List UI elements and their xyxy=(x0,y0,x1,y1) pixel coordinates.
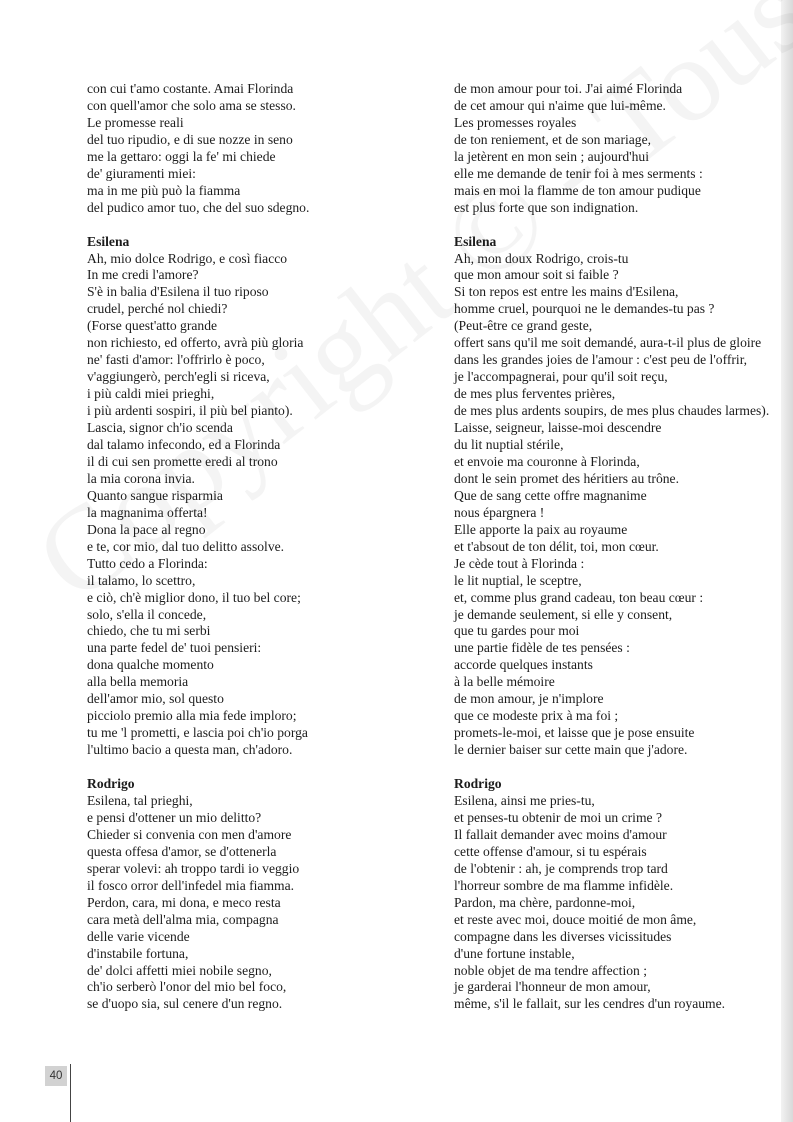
italian-speaker-name: Esilena xyxy=(87,233,130,249)
french-verse-line: la jetèrent en mon sein ; aujourd'hui xyxy=(454,148,649,164)
stanza-gap xyxy=(87,759,407,776)
french-verse-line: de mes plus ardents soupirs, de mes plus chaudes larmes). xyxy=(454,403,770,419)
french-verse-line: est plus forte que son indignation. xyxy=(454,199,639,215)
french-verse-line: dont le sein promet des héritiers au trône. xyxy=(454,470,679,486)
italian-verse-line: la mia corona invia. xyxy=(87,470,195,486)
french-verse-line: noble objet de ma tendre affection ; xyxy=(454,962,648,978)
italian-verse-line: v'aggiungerò, perch'egli si riceva, xyxy=(87,369,270,385)
italian-verse-line: Esilena, tal prieghi, xyxy=(87,793,193,808)
italian-verse-line: ma in me più può la fiamma xyxy=(87,182,241,198)
italian-verse-line: una parte fedel de' tuoi pensieri: xyxy=(87,640,262,656)
french-verse-line: compagne dans les diverses vicissitudes xyxy=(454,928,672,944)
italian-verse-line: Ah, mio dolce Rodrigo, e così fiacco xyxy=(87,250,288,266)
italian-verse-line: ch'io serberò l'onor del mio bel foco, xyxy=(87,979,287,995)
french-verse-line: le dernier baiser sur cette main que j'adore. xyxy=(454,742,688,758)
italian-verse-line: tu me 'l prometti, e lascia poi ch'io porga xyxy=(87,725,308,741)
french-verse-line: et t'absout de ton délit, toi, mon cœur. xyxy=(454,538,659,554)
french-verse-line: et envoie ma couronne à Florinda, xyxy=(454,453,640,469)
french-verse-line: cette offense d'amour, si tu espérais xyxy=(454,843,647,859)
italian-verse-line: S'è in balia d'Esilena il tuo riposo xyxy=(87,284,269,300)
french-verse-line: que tu gardes pour moi xyxy=(454,623,580,639)
french-verse-line: dans les grandes joies de l'amour : c'est peu de l'offrir, xyxy=(454,352,748,368)
french-verse-line: même, s'il le fallait, sur les cendres d'un royaume. xyxy=(454,996,726,1012)
french-verse-line: je garderai l'honneur de mon amour, xyxy=(454,979,651,995)
italian-verse-line: Le promesse reali xyxy=(87,114,184,130)
french-text-column xyxy=(454,81,779,1013)
french-verse-line: que mon amour soit si faible ? xyxy=(454,267,619,283)
french-verse-line: de l'obtenir : ah, je comprends trop tard xyxy=(454,860,668,876)
french-verse-line: Pardon, ma chère, pardonne-moi, xyxy=(454,894,636,910)
italian-verse-line: me la gettaro: oggi la fe' mi chiede xyxy=(87,148,276,164)
french-speaker-name: Rodrigo xyxy=(454,776,502,792)
italian-verse-line: il talamo, lo scettro, xyxy=(87,572,196,588)
french-verse-line: Esilena, ainsi me pries-tu, xyxy=(454,793,595,808)
french-verse-line: que ce modeste prix à ma foi ; xyxy=(454,708,619,724)
french-verse-line: Si ton repos est entre les mains d'Esilena, xyxy=(454,284,679,300)
italian-verse-line: dell'amor mio, sol questo xyxy=(87,691,224,707)
page-edge-shadow xyxy=(781,0,793,1122)
italian-verse-line: Dona la pace al regno xyxy=(87,521,206,537)
italian-verse-line: dal talamo infecondo, ed a Florinda xyxy=(87,437,281,452)
italian-verse-line: non richiesto, ed offerto, avrà più gloria xyxy=(87,335,304,351)
margin-rule xyxy=(70,1064,71,1122)
french-verse-line: Elle apporte la paix au royaume xyxy=(454,521,628,537)
italian-verse-line: il fosco orror dell'infedel mia fiamma. xyxy=(87,877,295,893)
italian-verse-line: picciolo premio alla mia fede imploro; xyxy=(87,708,297,724)
french-verse-line: nous épargnera ! xyxy=(454,504,545,520)
italian-verse-line: alla bella memoria xyxy=(87,674,189,690)
french-verse-line: de mon amour pour toi. J'ai aimé Florinda xyxy=(454,81,683,96)
stanza-gap xyxy=(454,759,779,776)
italian-verse-line: sperar volevi: ah troppo tardi io veggio xyxy=(87,860,300,876)
french-verse-line: à la belle mémoire xyxy=(454,674,555,690)
italian-verse-line: d'instabile fortuna, xyxy=(87,945,189,961)
french-verse-line: mais en moi la flamme de ton amour pudique xyxy=(454,182,701,198)
french-verse-line: et, comme plus grand cadeau, ton beau cœur : xyxy=(454,589,704,605)
french-verse-line: Il fallait demander avec moins d'amour xyxy=(454,826,667,842)
italian-verse-line: i più caldi miei prieghi, xyxy=(87,386,215,402)
french-verse-line: Laisse, seigneur, laisse-moi descendre xyxy=(454,420,662,436)
french-verse-line: offert sans qu'il me soit demandé, aura-t-il plus de gloire xyxy=(454,335,762,351)
french-verse-line: je l'accompagnerai, pour qu'il soit reçu, xyxy=(454,369,668,385)
stanza-gap xyxy=(454,217,779,234)
italian-verse-line: de' dolci affetti miei nobile segno, xyxy=(87,962,272,978)
stanza-gap xyxy=(87,217,407,234)
italian-verse-line: il di cui sen promette eredi al trono xyxy=(87,453,278,469)
french-verse-line: accorde quelques instants xyxy=(454,657,593,673)
italian-verse-line: cara metà dell'alma mia, compagna xyxy=(87,911,279,927)
italian-verse-line: Quanto sangue risparmia xyxy=(87,487,223,503)
italian-verse-line: chiedo, che tu mi serbi xyxy=(87,623,211,639)
italian-verse-line: de' giuramenti miei: xyxy=(87,165,196,181)
french-verse-line: je demande seulement, si elle y consent, xyxy=(454,606,673,622)
french-verse-line: elle me demande de tenir foi à mes serments : xyxy=(454,165,703,181)
italian-verse-line: Perdon, cara, mi dona, e meco resta xyxy=(87,894,281,910)
french-verse-line: Les promesses royales xyxy=(454,114,577,130)
italian-verse-line: In me credi l'amore? xyxy=(87,267,199,283)
french-verse-line: et penses-tu obtenir de moi un crime ? xyxy=(454,809,662,825)
page-number: 40 xyxy=(45,1066,67,1086)
french-verse-line: homme cruel, pourquoi ne le demandes-tu pas ? xyxy=(454,301,715,317)
italian-verse-line: e te, cor mio, dal tuo delitto assolve. xyxy=(87,538,285,554)
french-verse-line: l'horreur sombre de ma flamme infidèle. xyxy=(454,877,674,893)
italian-verse-line: dona qualche momento xyxy=(87,657,214,673)
french-verse-line: de cet amour qui n'aime que lui-même. xyxy=(454,97,666,113)
italian-verse-line: con quell'amor che solo ama se stesso. xyxy=(87,97,296,113)
italian-verse-line: delle varie vicende xyxy=(87,928,190,944)
italian-verse-line: (Forse quest'atto grande xyxy=(87,318,218,334)
french-verse-line: promets-le-moi, et laisse que je pose ensuite xyxy=(454,725,695,741)
french-verse-line: (Peut-être ce grand geste, xyxy=(454,318,593,334)
italian-verse-line: se d'uopo sia, sul cenere d'un regno. xyxy=(87,996,283,1012)
italian-verse-line: l'ultimo bacio a questa man, ch'adoro. xyxy=(87,742,293,758)
italian-verse-line: con cui t'amo costante. Amai Florinda xyxy=(87,81,294,96)
french-verse-line: d'une fortune instable, xyxy=(454,945,575,961)
italian-verse-line: la magnanima offerta! xyxy=(87,504,208,520)
italian-verse-line: i più ardenti sospiri, il più bel pianto). xyxy=(87,403,293,419)
french-verse-line: de mon amour, je n'implore xyxy=(454,691,604,707)
french-verse-line: le lit nuptial, le sceptre, xyxy=(454,572,582,588)
italian-verse-line: ne' fasti d'amor: l'offrirlo è poco, xyxy=(87,352,265,368)
italian-verse-line: del pudico amor tuo, che del suo sdegno. xyxy=(87,199,310,215)
italian-verse-line: questa offesa d'amor, se d'ottenerla xyxy=(87,843,277,859)
italian-text-column xyxy=(87,81,407,1013)
italian-verse-line: del tuo ripudio, e di sue nozze in seno xyxy=(87,131,293,147)
french-verse-line: une partie fidèle de tes pensées : xyxy=(454,640,630,656)
french-speaker-name: Esilena xyxy=(454,233,497,249)
french-verse-line: de mes plus ferventes prières, xyxy=(454,386,616,402)
french-verse-line: de ton reniement, et de son mariage, xyxy=(454,131,652,147)
italian-speaker-name: Rodrigo xyxy=(87,776,135,792)
italian-verse-line: solo, s'ella il concede, xyxy=(87,606,207,622)
italian-verse-line: Chieder si convenia con men d'amore xyxy=(87,826,292,842)
french-verse-line: Je cède tout à Florinda : xyxy=(454,555,585,571)
italian-verse-line: e ciò, ch'è miglior dono, il tuo bel core; xyxy=(87,589,301,605)
italian-verse-line: e pensi d'ottener un mio delitto? xyxy=(87,809,262,825)
french-verse-line: Ah, mon doux Rodrigo, crois-tu xyxy=(454,250,629,266)
italian-verse-line: Tutto cedo a Florinda: xyxy=(87,555,208,571)
french-verse-line: et reste avec moi, douce moitié de mon âme, xyxy=(454,911,697,927)
italian-verse-line: crudel, perché nol chiedi? xyxy=(87,301,228,317)
italian-verse-line: Lascia, signor ch'io scenda xyxy=(87,420,233,436)
french-verse-line: Que de sang cette offre magnanime xyxy=(454,487,647,503)
french-verse-line: du lit nuptial stérile, xyxy=(454,437,564,452)
